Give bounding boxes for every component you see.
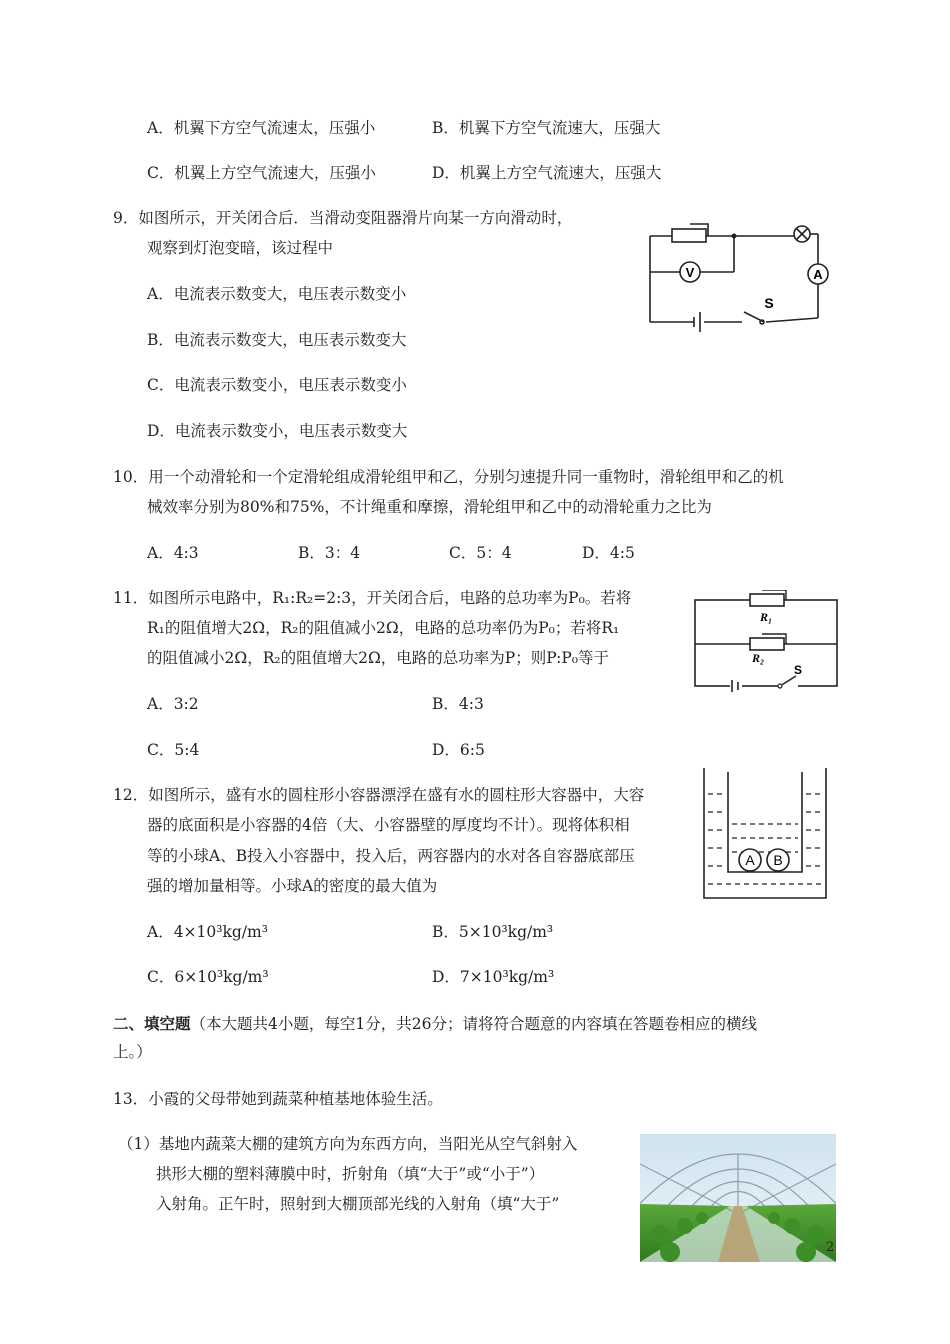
q11-r2-label: R₂ (752, 651, 765, 665)
q9-stem-line1: 9．如图所示，开关闭合后．当滑动变阻器滑片向某一方向滑动时， (113, 209, 573, 227)
q8-option-b: B．机翼下方空气流速大，压强大 (432, 119, 661, 137)
q12-option-b: B．5×10³kg/m³ (432, 923, 554, 941)
q9-voltmeter-label: V (685, 265, 695, 280)
q10-option-a: A．4:3 (147, 544, 199, 562)
q10-option-c: C．5：4 (449, 544, 512, 562)
section2-desc-line2: 上。） (113, 1043, 152, 1061)
q8-option-a: A．机翼下方空气流速太，压强小 (147, 119, 376, 137)
q9-circuit-diagram (644, 222, 834, 337)
q11-option-a: A．3:2 (147, 695, 199, 713)
q12-stem-line3: 等的小球A、B投入小容器中，投入后，两容器内的水对各自容器底部压 (147, 847, 635, 865)
q13-stem: 13．小霞的父母带她到蔬菜种植基地体验生活。 (113, 1090, 443, 1108)
q12-container-diagram (698, 764, 832, 904)
section2-desc: （本大题共4小题，每空1分，共26分；请将符合题意的内容填在答题卷相应的横线 (190, 1015, 757, 1033)
q11-circuit-diagram (690, 590, 842, 692)
q12-stem-line1: 12．如图所示，盛有水的圆柱形小容器漂浮在盛有水的圆柱形大容器中，大容 (113, 786, 645, 804)
q11-r1-label: R₁ (760, 610, 773, 624)
q9-option-d: D．电流表示数变小，电压表示数变大 (147, 422, 408, 440)
q11-option-d: D．6:5 (432, 741, 485, 759)
q11-switch-label: S (794, 663, 803, 677)
q10-option-d: D．4:5 (582, 544, 635, 562)
q9-ammeter-label: A (813, 267, 823, 282)
q12-option-a: A．4×10³kg/m³ (147, 923, 268, 941)
q8-option-c: C．机翼上方空气流速大，压强小 (147, 164, 376, 182)
q13-part1-line2: 拱形大棚的塑料薄膜中时，折射角（填“大于”或“小于”） (156, 1165, 545, 1183)
q12-option-c: C．6×10³kg/m³ (147, 968, 269, 986)
q12-ball-b-label: B (773, 852, 783, 868)
q9-stem-line2: 观察到灯泡变暗，该过程中 (147, 239, 334, 257)
section2-title: 二、填空题 (113, 1014, 191, 1033)
q10-stem-line1: 10．用一个动滑轮和一个定滑轮组成滑轮组甲和乙，分别匀速提升同一重物时，滑轮组甲和乙的机 (113, 468, 784, 486)
q12-stem-line4: 强的增加量相等。小球A的密度的最大值为 (147, 877, 438, 895)
page-number: 2 (826, 1240, 835, 1255)
section2-heading (113, 1014, 757, 1034)
q9-option-b: B．电流表示数变大，电压表示数变大 (147, 331, 407, 349)
q8-option-d: D．机翼上方空气流速大，压强大 (432, 164, 662, 182)
q13-part1-line3: 入射角。正午时，照射到大棚顶部光线的入射角（填“大于” (156, 1195, 560, 1213)
greenhouse-photo (640, 1134, 836, 1262)
q9-switch-label: S (764, 295, 774, 311)
q11-option-b: B．4:3 (432, 695, 484, 713)
q11-stem-line2: R₁的阻值增大2Ω，R₂的阻值减小2Ω，电路的总功率仍为P₀；若将R₁ (147, 619, 620, 637)
q11-option-c: C．5:4 (147, 741, 200, 759)
q9-option-a: A．电流表示数变大，电压表示数变小 (147, 285, 407, 303)
q10-stem-line2: 械效率分别为80%和75%，不计绳重和摩擦，滑轮组甲和乙中的动滑轮重力之比为 (147, 498, 712, 516)
q11-stem-line3: 的阻值减小2Ω，R₂的阻值增大2Ω，电路的总功率为P；则P:P₀等于 (147, 649, 609, 667)
q11-stem-line1: 11．如图所示电路中，R₁:R₂=2:3，开关闭合后，电路的总功率为P₀。若将 (113, 589, 632, 607)
q9-option-c: C．电流表示数变小，电压表示数变小 (147, 376, 407, 394)
q12-stem-line2: 器的底面积是小容器的4倍（大、小容器壁的厚度均不计）。现将体积相 (147, 816, 630, 834)
q12-option-d: D．7×10³kg/m³ (432, 968, 555, 986)
q10-option-b: B．3：4 (298, 544, 361, 562)
q13-part1-line1: （1）基地内蔬菜大棚的建筑方向为东西方向，当阳光从空气斜射入 (118, 1135, 578, 1153)
q12-ball-a-label: A (745, 852, 755, 868)
